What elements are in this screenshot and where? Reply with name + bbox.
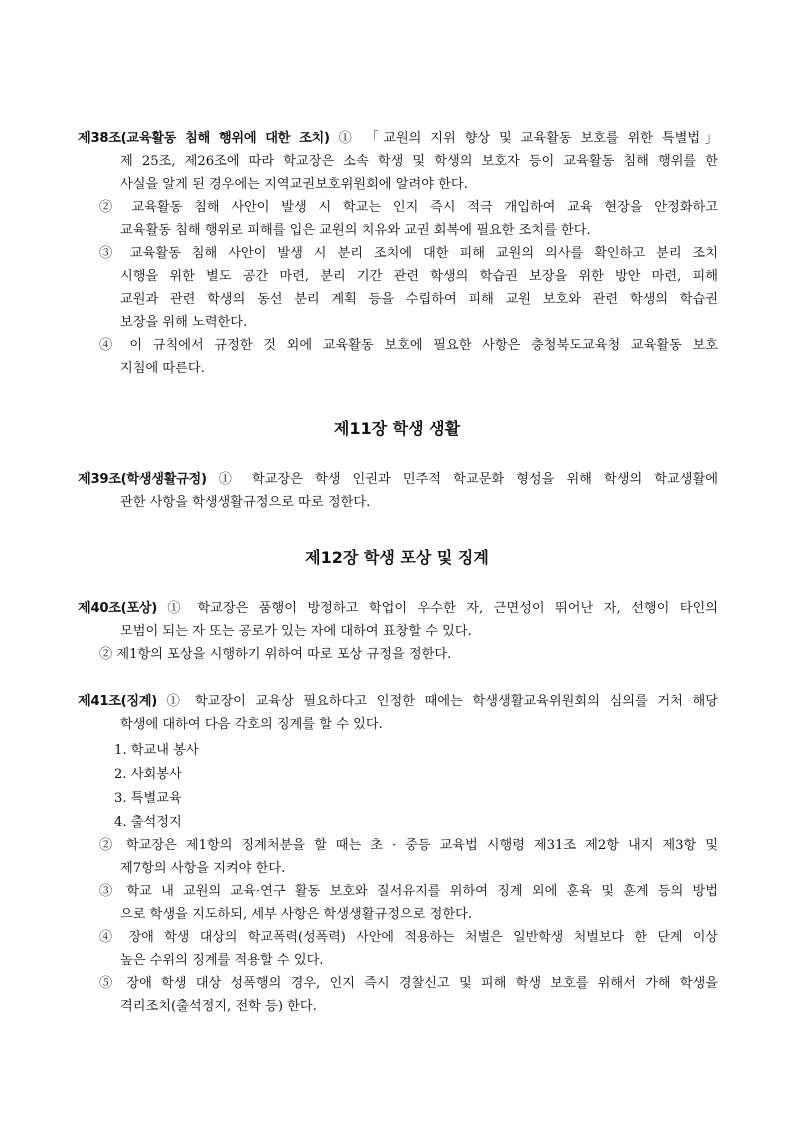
article-38-clause-2-cont: 교육활동 침해 행위로 피해를 입은 교원의 치유와 교권 회복에 필요한 조치를 한다. bbox=[120, 223, 591, 238]
article-41-clause-3: ③ 학교 내 교원의 교육·연구 활동 보호와 질서유지를 위하여 징계 외에 훈육 및 훈계 등의 방법 bbox=[99, 884, 718, 899]
article-38-clause-3-cont-2: 교원과 관련 학생의 동선 분리 계획 등을 수립하여 피해 교원 보호와 관련 학생의 학습권 bbox=[120, 292, 718, 307]
article-41-heading: 제41조(징계) bbox=[78, 694, 157, 709]
article-38-clause-2: ② 교육활동 침해 사안이 발생 시 학교는 인지 즉시 적극 개입하여 교육 현장을 안정화하고 bbox=[99, 200, 718, 215]
article-40-clause-2: ② 제1항의 포상을 시행하기 위하여 따로 포상 규정을 정한다. bbox=[99, 647, 452, 662]
article-38-clause-4-cont: 지침에 따른다. bbox=[120, 361, 205, 376]
chapter-11-title: 제11장 학생 생활 bbox=[333, 419, 461, 438]
article-38-clause-3-cont-1: 시행을 위한 별도 공간 마련, 분리 기간 관련 학생의 학습권 보장을 위한 방안 마련, 피해 bbox=[120, 269, 718, 284]
article-39 bbox=[78, 468, 718, 514]
article-41-clause-3-cont: 으로 학생을 지도하되, 세부 사항은 학생생활규정으로 정한다. bbox=[120, 907, 473, 922]
article-38-clause-3-cont-3: 보장을 위해 노력한다. bbox=[120, 315, 248, 330]
article-41-clause-5: ⑤ 장애 학생 대상 성폭행의 경우, 인지 즉시 경찰신고 및 피해 학생 보호를 위해서 가해 학생을 bbox=[99, 976, 718, 991]
article-41-clauses bbox=[78, 834, 718, 1018]
article-41-clause-2: ② 학교장은 제1항의 징계처분을 할 때는 초 · 중등 교육법 시행령 제31조 제2항 내지 제3항 및 bbox=[99, 838, 718, 853]
article-38-line-1: 제38조(교육활동 침해 행위에 대한 조치) ① 「교원의 지위 향상 및 교육활동 보호를 위한 특별법」 bbox=[78, 131, 718, 146]
article-41-clause-4-cont: 높은 수위의 징계를 적용할 수 있다. bbox=[120, 953, 324, 968]
article-40 bbox=[78, 597, 718, 666]
article-41-line-1: 제41조(징계) ① 학교장이 교육상 필요하다고 인정한 때에는 학생생활교육위원회의 심의를 거처 해당 bbox=[78, 694, 718, 709]
article-38-clause-4: ④ 이 규칙에서 규정한 것 외에 교육활동 보호에 필요한 사항은 충청북도교육청 교육활동 보호 bbox=[99, 338, 718, 353]
article-38 bbox=[78, 127, 718, 380]
article-41-clause-2-cont: 제7항의 사항을 지켜야 한다. bbox=[120, 861, 286, 876]
article-39-line-1: 제39조(학생생활규정) ① 학교장은 학생 인권과 민주적 학교문화 형성을 위해 학생의 학교생활에 bbox=[78, 472, 718, 487]
article-38-heading: 제38조(교육활동 침해 행위에 대한 조치) bbox=[78, 131, 330, 146]
list-item: 4. 출석정지 bbox=[114, 815, 182, 830]
article-38-line-3: 사실을 알게 된 경우에는 지역교권보호위원회에 알려야 한다. bbox=[120, 177, 468, 192]
chapter-12-title: 제12장 학생 포상 및 징계 bbox=[305, 548, 489, 567]
article-40-line-1: 제40조(포상) ① 학교장은 품행이 방정하고 학업이 우수한 자, 근면성이 뛰어난 자, 선행이 타인의 bbox=[78, 601, 718, 616]
list-item: 1. 학교내 봉사 bbox=[114, 743, 199, 758]
article-38-clause-3: ③ 교육활동 침해 사안이 발생 시 분리 조치에 대한 피해 교원의 의사를 확인하고 분리 조치 bbox=[99, 246, 718, 261]
article-41-line-2: 학생에 대하여 다음 각호의 징계를 할 수 있다. bbox=[120, 717, 383, 732]
article-41 bbox=[78, 690, 718, 736]
list-item: 2. 사회봉사 bbox=[114, 767, 182, 782]
article-41-clause-4: ④ 장애 학생 대상의 학교폭력(성폭력) 사안에 적용하는 처벌은 일반학생 처벌보다 한 단계 이상 bbox=[99, 930, 718, 945]
article-38-line-2: 제 25조, 제26조에 따라 학교장은 소속 학생 및 학생의 보호자 등이 교육활동 침해 행위를 한 bbox=[120, 154, 718, 169]
list-item: 3. 특별교육 bbox=[114, 791, 182, 806]
article-39-heading: 제39조(학생생활규정) bbox=[78, 472, 207, 487]
article-40-heading: 제40조(포상) bbox=[78, 601, 157, 616]
article-41-clause-5-cont: 격리조치(출석정지, 전학 등) 한다. bbox=[120, 999, 317, 1014]
article-39-line-2: 관한 사항을 학생생활규정으로 따로 정한다. bbox=[120, 495, 371, 510]
article-40-line-2: 모범이 되는 자 또는 공로가 있는 자에 대하여 표창할 수 있다. bbox=[120, 624, 472, 639]
